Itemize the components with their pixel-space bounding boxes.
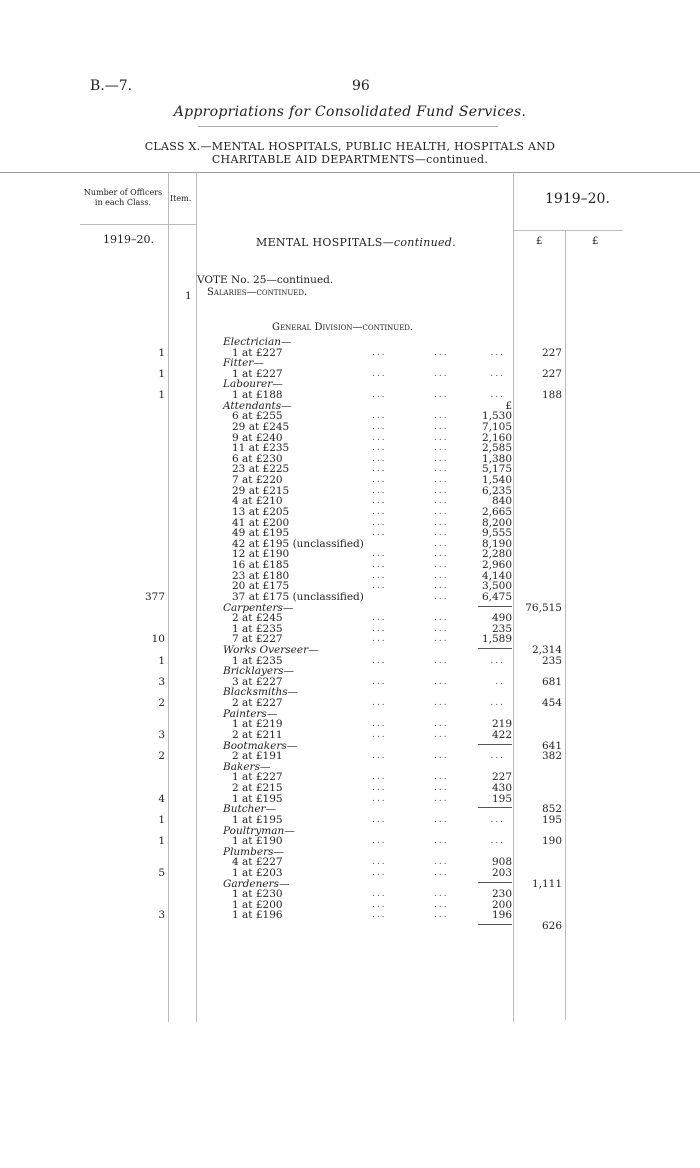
rate-label: 1 at £195 bbox=[232, 792, 283, 805]
officer-count: 3 bbox=[158, 675, 165, 688]
leader-dots: ... bbox=[434, 889, 449, 900]
amount-value: 3,500 bbox=[481, 580, 512, 593]
total-value: 852 bbox=[541, 803, 562, 816]
leader-dots: ... bbox=[372, 868, 387, 878]
leader-dots: ... bbox=[434, 368, 449, 379]
leader-dots: ... bbox=[372, 421, 387, 432]
amount-value: 2,960 bbox=[481, 559, 512, 572]
amount-value: 195 bbox=[491, 792, 512, 805]
rate-label: 23 at £180 bbox=[232, 569, 290, 582]
rate-label: 1 at £227 bbox=[232, 346, 283, 359]
leader-dots: ... bbox=[490, 390, 505, 401]
rate-label: 37 at £175 (unclassified) bbox=[232, 590, 364, 603]
leader-dots: ... bbox=[434, 517, 449, 528]
rate-label: 1 at £227 bbox=[232, 771, 283, 784]
rate-label: 7 at £227 bbox=[232, 633, 283, 646]
leader-dots: ... bbox=[434, 772, 449, 783]
rate-label: 1 at £227 bbox=[232, 367, 283, 380]
class-heading-line2: CHARITABLE AID DEPARTMENTS—continued. bbox=[211, 153, 489, 166]
total-value: 681 bbox=[541, 675, 562, 688]
leader-dots: ... bbox=[372, 453, 387, 464]
leader-dots: ... bbox=[372, 485, 387, 496]
rate-label: 11 at £235 bbox=[232, 442, 290, 455]
leader-dots: ... bbox=[434, 751, 449, 762]
leader-dots: ... bbox=[434, 390, 449, 401]
leader-dots: ... bbox=[434, 591, 449, 602]
amount-value: 490 bbox=[491, 612, 512, 625]
amount-value: 422 bbox=[491, 728, 512, 741]
rate-label: 1 at £203 bbox=[232, 867, 283, 879]
leader-dots: ... bbox=[372, 613, 387, 624]
rate-label: 41 at £200 bbox=[232, 516, 290, 529]
category-label: Fitter— bbox=[223, 357, 264, 370]
leader-dots: ... bbox=[434, 581, 449, 592]
rate-label: 6 at £255 bbox=[232, 410, 283, 423]
officer-count: 5 bbox=[158, 867, 165, 879]
total-value: 1,111 bbox=[531, 877, 562, 890]
leader-dots: ... bbox=[434, 453, 449, 464]
rate-label: 29 at £215 bbox=[232, 484, 290, 497]
leader-dots: ... bbox=[434, 868, 449, 878]
leader-dots: ... bbox=[434, 613, 449, 624]
leader-dots: ... bbox=[434, 549, 449, 560]
page-title: Appropriations for Consolidated Fund Services. bbox=[173, 104, 527, 120]
leader-dots: ... bbox=[372, 783, 387, 794]
leader-dots: ... bbox=[434, 857, 449, 868]
division-heading: General Division—continued. bbox=[272, 322, 414, 333]
leader-dots: ... bbox=[434, 623, 449, 634]
subtotal-row bbox=[0, 920, 700, 932]
amount-value: 2,280 bbox=[481, 548, 512, 561]
rate-label: 7 at £220 bbox=[232, 474, 283, 487]
leader-dots: ... bbox=[372, 751, 387, 762]
rate-label: 9 at £240 bbox=[232, 431, 283, 444]
officer-count: 3 bbox=[158, 728, 165, 741]
amount-value: 2,160 bbox=[481, 431, 512, 444]
category-label: Attendants— bbox=[223, 399, 292, 412]
total-value: 188 bbox=[541, 389, 562, 402]
amount-value: 235 bbox=[491, 622, 512, 635]
total-value: 76,515 bbox=[525, 601, 562, 614]
sum-rule bbox=[478, 648, 512, 649]
amount-value: 908 bbox=[491, 856, 512, 869]
leader-dots: ... bbox=[434, 570, 449, 581]
category-label: Poultryman— bbox=[223, 824, 295, 837]
leader-dots: ... bbox=[372, 772, 387, 783]
leader-dots: ... bbox=[372, 570, 387, 581]
class-heading-line1: CLASS X.—MENTAL HOSPITALS, PUBLIC HEALTH, HOSPITALS AND bbox=[144, 140, 556, 153]
leader-dots: ... bbox=[372, 793, 387, 804]
leader-dots: ... bbox=[434, 793, 449, 804]
leader-dots: ... bbox=[372, 390, 387, 401]
rate-label: 3 at £227 bbox=[232, 675, 283, 688]
total-value: 454 bbox=[541, 697, 562, 710]
leader-dots: .. bbox=[495, 676, 505, 687]
salaries-heading: Salaries—continued. bbox=[207, 287, 308, 298]
rate-label: 2 at £215 bbox=[232, 782, 283, 795]
leader-dots: ... bbox=[372, 443, 387, 454]
leader-dots: ... bbox=[372, 889, 387, 900]
sum-rule bbox=[478, 924, 512, 925]
leader-dots: ... bbox=[434, 421, 449, 432]
amount-value: 9,555 bbox=[481, 527, 512, 540]
rate-label: 1 at £188 bbox=[232, 389, 283, 402]
category-label: Works Overseer— bbox=[223, 643, 319, 656]
leader-dots: ... bbox=[434, 485, 449, 496]
leader-dots: ... bbox=[372, 676, 387, 687]
leader-dots: ... bbox=[434, 411, 449, 422]
officer-count: 1 bbox=[158, 654, 165, 667]
officer-count: 1 bbox=[158, 346, 165, 359]
amount-value: 2,585 bbox=[481, 442, 512, 455]
rate-label: 23 at £225 bbox=[232, 463, 290, 476]
amount-value: 203 bbox=[491, 867, 512, 879]
sum-rule bbox=[478, 882, 512, 883]
amount-value: 1,530 bbox=[481, 410, 512, 423]
rate-label: 1 at £235 bbox=[232, 622, 283, 635]
leader-dots: ... bbox=[372, 655, 387, 666]
leader-dots: ... bbox=[372, 411, 387, 422]
leader-dots: ... bbox=[372, 506, 387, 517]
amount-value: 196 bbox=[491, 909, 512, 922]
amount-value: 2,665 bbox=[481, 505, 512, 518]
leader-dots: ... bbox=[434, 910, 449, 921]
leader-dots: ... bbox=[372, 698, 387, 709]
leader-dots: ... bbox=[372, 432, 387, 443]
total-value: 626 bbox=[541, 920, 562, 933]
leader-dots: ... bbox=[434, 560, 449, 571]
leader-dots: ... bbox=[372, 347, 387, 358]
officer-count: 4 bbox=[158, 792, 165, 805]
leader-dots: ... bbox=[490, 751, 505, 762]
leader-dots: ... bbox=[434, 899, 449, 910]
rate-label: 2 at £191 bbox=[232, 750, 283, 763]
amount-value: £ bbox=[505, 399, 512, 412]
rate-label: 20 at £175 bbox=[232, 580, 290, 593]
amount-value: 8,190 bbox=[481, 537, 512, 550]
leader-dots: ... bbox=[434, 347, 449, 358]
vote-heading: VOTE No. 25—continued. bbox=[197, 274, 334, 286]
officer-count: 2 bbox=[158, 697, 165, 710]
amount-value: 840 bbox=[491, 495, 512, 508]
pound-symbol: £ bbox=[592, 236, 599, 247]
leader-dots: ... bbox=[490, 836, 505, 847]
rate-label: 13 at £205 bbox=[232, 505, 290, 518]
page-number: 96 bbox=[352, 78, 370, 94]
amount-value: 8,200 bbox=[481, 516, 512, 529]
leader-dots: ... bbox=[490, 698, 505, 709]
category-label: Butcher— bbox=[223, 803, 277, 816]
leader-dots: ... bbox=[434, 655, 449, 666]
column-header-item: Item. bbox=[170, 194, 192, 203]
leader-dots: ... bbox=[490, 347, 505, 358]
leader-dots: ... bbox=[434, 676, 449, 687]
total-value: 227 bbox=[541, 367, 562, 380]
category-label: Blacksmiths— bbox=[223, 686, 299, 699]
rate-label: 2 at £245 bbox=[232, 612, 283, 625]
total-value: 227 bbox=[541, 346, 562, 359]
leader-dots: ... bbox=[434, 528, 449, 539]
total-value: 195 bbox=[541, 813, 562, 826]
sum-rule bbox=[478, 807, 512, 808]
item-number: 1 bbox=[185, 290, 192, 302]
leader-dots: ... bbox=[434, 698, 449, 709]
officer-count: 3 bbox=[158, 909, 165, 922]
officer-count: 10 bbox=[151, 633, 165, 646]
amount-value: 1,589 bbox=[481, 633, 512, 646]
rate-label: 49 at £195 bbox=[232, 527, 290, 540]
leader-dots: ... bbox=[372, 814, 387, 825]
section-title-main: MENTAL HOSPITALS— bbox=[256, 236, 394, 249]
leader-dots: ... bbox=[372, 623, 387, 634]
sum-rule bbox=[478, 606, 512, 607]
amount-value: 5,175 bbox=[481, 463, 512, 476]
amount-value: 200 bbox=[491, 898, 512, 911]
rate-label: 1 at £235 bbox=[232, 654, 283, 667]
rate-label: 1 at £219 bbox=[232, 718, 283, 731]
category-label: Plumbers— bbox=[223, 845, 284, 858]
officer-count: 2 bbox=[158, 750, 165, 763]
category-label: Bootmakers— bbox=[223, 739, 298, 752]
rate-label: 1 at £200 bbox=[232, 898, 283, 911]
category-label: Bakers— bbox=[223, 760, 271, 773]
leader-dots: ... bbox=[372, 857, 387, 868]
leader-dots: ... bbox=[372, 517, 387, 528]
category-label: Painters— bbox=[223, 707, 278, 720]
rate-label: 4 at £210 bbox=[232, 495, 283, 508]
category-label: Labourer— bbox=[223, 378, 283, 391]
leader-dots: ... bbox=[434, 464, 449, 475]
officer-count: 1 bbox=[158, 813, 165, 826]
category-label: Bricklayers— bbox=[223, 665, 295, 678]
leader-dots: ... bbox=[372, 549, 387, 560]
total-value: 382 bbox=[541, 750, 562, 763]
officer-count: 1 bbox=[158, 367, 165, 380]
leader-dots: ... bbox=[372, 719, 387, 730]
leader-dots: ... bbox=[372, 560, 387, 571]
leader-dots: ... bbox=[434, 432, 449, 443]
rate-label: 2 at £211 bbox=[232, 728, 283, 741]
amount-value: 1,540 bbox=[481, 474, 512, 487]
officer-count: 377 bbox=[144, 590, 165, 603]
total-value: 190 bbox=[541, 835, 562, 848]
leader-dots: ... bbox=[372, 581, 387, 592]
officer-count: 1 bbox=[158, 835, 165, 848]
amount-value: 230 bbox=[491, 888, 512, 901]
rate-label: 1 at £195 bbox=[232, 813, 283, 826]
leader-dots: ... bbox=[434, 719, 449, 730]
column-header-officers: Number of Officers in each Class. bbox=[83, 188, 163, 207]
leader-dots: ... bbox=[490, 814, 505, 825]
category-label: Electrician— bbox=[223, 336, 292, 348]
leader-dots: ... bbox=[372, 634, 387, 645]
amount-value: 219 bbox=[491, 718, 512, 731]
leader-dots: ... bbox=[372, 464, 387, 475]
year-label-left: 1919–20. bbox=[103, 233, 154, 246]
rate-label: 2 at £227 bbox=[232, 697, 283, 710]
amount-value: 6,235 bbox=[481, 484, 512, 497]
amount-value: 430 bbox=[491, 782, 512, 795]
amount-value: 227 bbox=[491, 771, 512, 784]
leader-dots: ... bbox=[490, 655, 505, 666]
column-header-year: 1919–20. bbox=[545, 191, 610, 207]
leader-dots: ... bbox=[372, 910, 387, 921]
leader-dots: ... bbox=[372, 475, 387, 486]
leader-dots: ... bbox=[434, 729, 449, 740]
category-label: Carpenters— bbox=[223, 601, 294, 614]
rate-label: 6 at £230 bbox=[232, 452, 283, 465]
pound-symbol: £ bbox=[536, 236, 543, 247]
rate-label: 1 at £230 bbox=[232, 888, 283, 901]
leader-dots: ... bbox=[434, 836, 449, 847]
rate-label: 4 at £227 bbox=[232, 856, 283, 869]
leader-dots: ... bbox=[434, 475, 449, 486]
rate-label: 29 at £245 bbox=[232, 420, 290, 433]
leader-dots: ... bbox=[434, 443, 449, 454]
rate-label: 16 at £185 bbox=[232, 559, 290, 572]
rate-label: 1 at £190 bbox=[232, 835, 283, 848]
amount-value: 6,475 bbox=[481, 590, 512, 603]
rate-label: 42 at £195 (unclassified) bbox=[232, 537, 364, 550]
leader-dots: ... bbox=[372, 836, 387, 847]
rate-label: 12 at £190 bbox=[232, 548, 290, 561]
rate-label: 1 at £196 bbox=[232, 909, 283, 922]
total-value: 235 bbox=[541, 654, 562, 667]
total-value: 641 bbox=[541, 739, 562, 752]
category-label: Gardeners— bbox=[223, 877, 290, 890]
leader-dots: ... bbox=[434, 634, 449, 645]
amount-value: 1,380 bbox=[481, 452, 512, 465]
leader-dots: ... bbox=[434, 783, 449, 794]
total-value: 2,314 bbox=[531, 643, 562, 656]
leader-dots: ... bbox=[434, 814, 449, 825]
leader-dots: ... bbox=[434, 496, 449, 507]
leader-dots: ... bbox=[372, 729, 387, 740]
leader-dots: ... bbox=[434, 506, 449, 517]
leader-dots: ... bbox=[490, 368, 505, 379]
leader-dots: ... bbox=[372, 496, 387, 507]
section-title-cont: continued. bbox=[393, 236, 456, 249]
amount-value: 7,105 bbox=[481, 420, 512, 433]
leader-dots: ... bbox=[434, 538, 449, 549]
leader-dots: ... bbox=[372, 899, 387, 910]
leader-dots: ... bbox=[372, 368, 387, 379]
amount-value: 4,140 bbox=[481, 569, 512, 582]
document-code: B.—7. bbox=[90, 78, 133, 94]
officer-count: 1 bbox=[158, 389, 165, 402]
sum-rule bbox=[478, 744, 512, 745]
leader-dots: ... bbox=[372, 528, 387, 539]
